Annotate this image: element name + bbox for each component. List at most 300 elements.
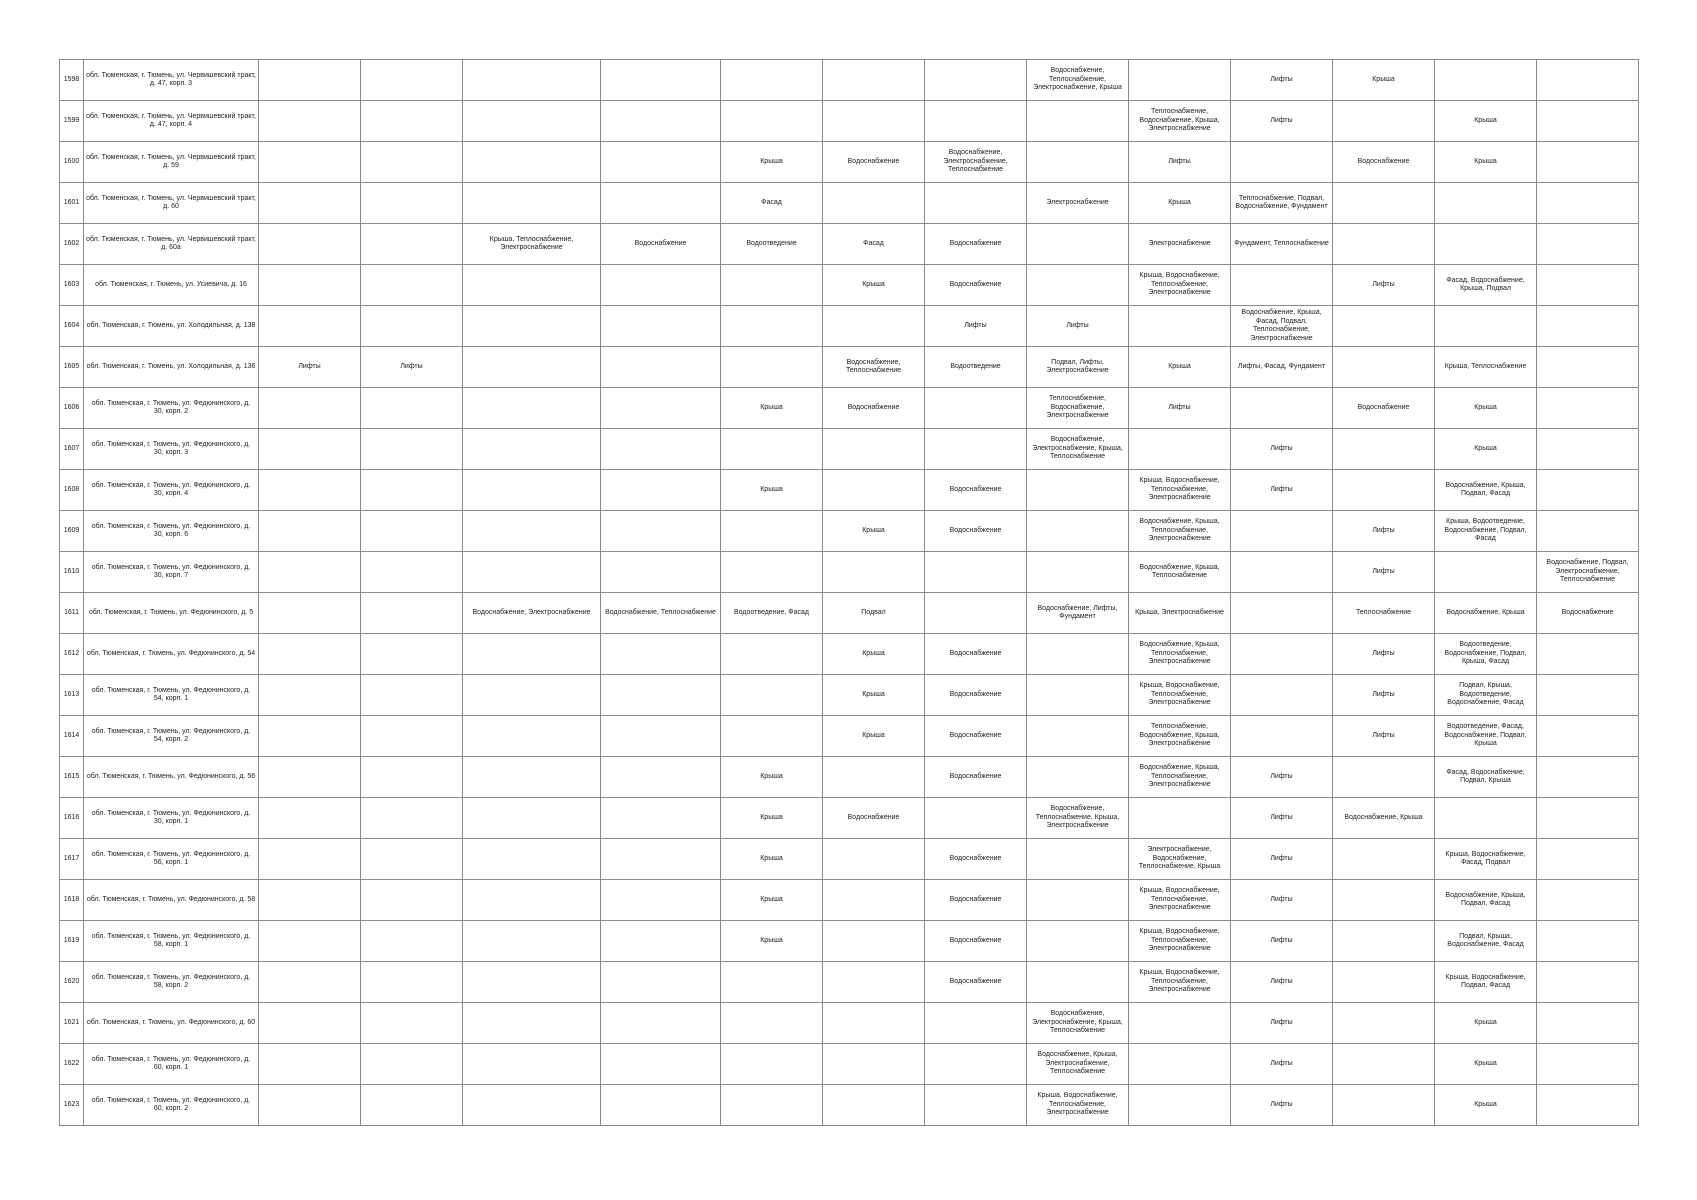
- table-cell: [1027, 962, 1129, 1003]
- address-cell: обл. Тюменская, г. Тюмень, ул. Федюнинского, д. 58, корп. 1: [84, 921, 259, 962]
- table-cell: [1333, 962, 1435, 1003]
- table-cell: [1537, 1003, 1639, 1044]
- table-cell: [259, 265, 361, 306]
- table-cell: [601, 634, 721, 675]
- address-cell: обл. Тюменская, г. Тюмень, ул. Федюнинского, д. 30, корп. 4: [84, 470, 259, 511]
- row-number-cell: 1615: [60, 757, 84, 798]
- table-cell: Водоснабжение: [925, 224, 1027, 265]
- table-cell: Лифты: [1231, 880, 1333, 921]
- row-number-cell: 1606: [60, 388, 84, 429]
- table-cell: [463, 470, 601, 511]
- row-number-cell: 1620: [60, 962, 84, 1003]
- table-cell: [361, 470, 463, 511]
- table-cell: [1537, 716, 1639, 757]
- row-number-cell: 1619: [60, 921, 84, 962]
- row-number-cell: 1614: [60, 716, 84, 757]
- table-cell: Водоснабжение: [925, 470, 1027, 511]
- row-number-cell: 1612: [60, 634, 84, 675]
- table-cell: Подвал, Крыша, Водоснабжение, Фасад: [1435, 921, 1537, 962]
- table-cell: Лифты: [1231, 1003, 1333, 1044]
- table-cell: [1231, 511, 1333, 552]
- table-cell: Крыша: [823, 634, 925, 675]
- table-cell: [259, 798, 361, 839]
- table-cell: [823, 306, 925, 347]
- row-number-cell: 1622: [60, 1044, 84, 1085]
- table-cell: Электроснабжение, Водоснабжение, Теплоснабжение, Крыша: [1129, 839, 1231, 880]
- table-row: [60, 1044, 1639, 1085]
- table-cell: Крыша: [1435, 388, 1537, 429]
- table-cell: Лифты: [1027, 306, 1129, 347]
- table-cell: [601, 388, 721, 429]
- table-cell: Лифты: [1231, 757, 1333, 798]
- table-cell: [259, 1003, 361, 1044]
- table-row: [60, 1003, 1639, 1044]
- table-cell: [823, 839, 925, 880]
- row-number-cell: 1621: [60, 1003, 84, 1044]
- row-number-cell: 1603: [60, 265, 84, 306]
- table-cell: [1231, 388, 1333, 429]
- table-cell: Крыша: [823, 511, 925, 552]
- table-cell: Водоснабжение, Электроснабжение: [463, 593, 601, 634]
- table-cell: [1537, 265, 1639, 306]
- table-cell: Водоснабжение: [925, 716, 1027, 757]
- table-cell: [463, 511, 601, 552]
- table-cell: [1333, 429, 1435, 470]
- table-cell: [361, 142, 463, 183]
- address-cell: обл. Тюменская, г. Тюмень, ул. Федюнинского, д. 56: [84, 757, 259, 798]
- table-cell: [1537, 388, 1639, 429]
- table-cell: Лифты: [1231, 470, 1333, 511]
- table-cell: Крыша: [721, 880, 823, 921]
- table-cell: [601, 511, 721, 552]
- table-cell: [823, 921, 925, 962]
- table-cell: [361, 101, 463, 142]
- table-row: [60, 921, 1639, 962]
- table-cell: Крыша: [721, 470, 823, 511]
- table-cell: [721, 552, 823, 593]
- table-cell: [1333, 101, 1435, 142]
- table-cell: [259, 675, 361, 716]
- table-cell: Водоотведение, Фасад, Водоснабжение, Подвал, Крыша: [1435, 716, 1537, 757]
- table-row: [60, 511, 1639, 552]
- table-cell: Водоснабжение, Теплоснабжение: [823, 347, 925, 388]
- table-cell: [721, 101, 823, 142]
- table-cell: [1537, 101, 1639, 142]
- table-cell: Водоснабжение: [925, 675, 1027, 716]
- table-row: [60, 757, 1639, 798]
- table-cell: [1333, 183, 1435, 224]
- table-cell: Водоснабжение, Крыша: [1333, 798, 1435, 839]
- table-cell: Водоснабжение: [823, 798, 925, 839]
- table-cell: [721, 716, 823, 757]
- table-cell: [1333, 1085, 1435, 1126]
- table-cell: Крыша, Водоснабжение, Теплоснабжение, Электроснабжение: [1027, 1085, 1129, 1126]
- table-body: [60, 60, 1639, 1126]
- table-cell: Крыша, Водоснабжение, Теплоснабжение, Электроснабжение: [1129, 880, 1231, 921]
- table-cell: Водоснабжение: [925, 921, 1027, 962]
- table-cell: [1027, 757, 1129, 798]
- table-cell: Крыша: [1129, 183, 1231, 224]
- table-row: [60, 142, 1639, 183]
- row-number-cell: 1609: [60, 511, 84, 552]
- row-number-cell: 1601: [60, 183, 84, 224]
- table-cell: Водоснабжение: [925, 634, 1027, 675]
- table-cell: [1537, 183, 1639, 224]
- table-cell: [1129, 1044, 1231, 1085]
- table-cell: [823, 60, 925, 101]
- address-cell: обл. Тюменская, г. Тюмень, ул. Федюнинского, д. 30, корп. 2: [84, 388, 259, 429]
- table-cell: [1435, 552, 1537, 593]
- table-cell: [601, 183, 721, 224]
- table-cell: [361, 183, 463, 224]
- table-cell: Теплоснабжение, Водоснабжение, Электроснабжение: [1027, 388, 1129, 429]
- table-cell: [463, 60, 601, 101]
- table-cell: [721, 60, 823, 101]
- table-cell: Фасад, Водоснабжение, Крыша, Подвал: [1435, 265, 1537, 306]
- table-cell: [361, 716, 463, 757]
- table-cell: [823, 429, 925, 470]
- table-cell: [1537, 347, 1639, 388]
- table-cell: [823, 1044, 925, 1085]
- table-cell: [1537, 306, 1639, 347]
- table-cell: [361, 839, 463, 880]
- table-cell: [1027, 552, 1129, 593]
- table-cell: [601, 1003, 721, 1044]
- address-cell: обл. Тюменская, г. Тюмень, ул. Федюнинского, д. 54, корп. 2: [84, 716, 259, 757]
- table-cell: [361, 1085, 463, 1126]
- table-cell: Водоснабжение, Крыша, Теплоснабжение, Электроснабжение: [1129, 757, 1231, 798]
- table-cell: [1027, 839, 1129, 880]
- table-row: [60, 347, 1639, 388]
- table-cell: Водоснабжение: [925, 839, 1027, 880]
- table-cell: [1537, 224, 1639, 265]
- table-cell: [721, 675, 823, 716]
- table-cell: [259, 921, 361, 962]
- table-cell: [361, 1044, 463, 1085]
- row-number-cell: 1602: [60, 224, 84, 265]
- table-cell: [925, 552, 1027, 593]
- table-cell: [361, 511, 463, 552]
- table-cell: Крыша: [721, 757, 823, 798]
- table-cell: [361, 962, 463, 1003]
- table-cell: [361, 388, 463, 429]
- table-row: [60, 593, 1639, 634]
- table-row: [60, 429, 1639, 470]
- table-cell: Крыша, Водоотведение, Водоснабжение, Подвал, Фасад: [1435, 511, 1537, 552]
- table-cell: [259, 593, 361, 634]
- table-cell: Крыша, Водоснабжение, Подвал, Фасад: [1435, 962, 1537, 1003]
- table-cell: [361, 1003, 463, 1044]
- table-cell: [1027, 142, 1129, 183]
- table-cell: [1129, 1085, 1231, 1126]
- table-row: [60, 962, 1639, 1003]
- table-cell: [1333, 1003, 1435, 1044]
- table-cell: [601, 962, 721, 1003]
- table-cell: [823, 183, 925, 224]
- table-cell: Крыша: [1435, 142, 1537, 183]
- table-cell: Лифты: [1231, 798, 1333, 839]
- table-cell: Водоснабжение: [925, 880, 1027, 921]
- table-cell: Лифты: [1231, 60, 1333, 101]
- table-cell: [1231, 265, 1333, 306]
- table-cell: [1333, 921, 1435, 962]
- table-cell: [721, 347, 823, 388]
- table-cell: Фасад: [823, 224, 925, 265]
- table-cell: [1537, 1085, 1639, 1126]
- table-cell: Водоснабжение: [601, 224, 721, 265]
- table-cell: Водоотведение: [721, 224, 823, 265]
- table-cell: [601, 1085, 721, 1126]
- table-cell: Лифты: [1231, 921, 1333, 962]
- row-number-cell: 1616: [60, 798, 84, 839]
- row-number-cell: 1605: [60, 347, 84, 388]
- table-cell: Электроснабжение: [1027, 183, 1129, 224]
- table-cell: Водоснабжение: [1333, 388, 1435, 429]
- table-cell: [1027, 921, 1129, 962]
- table-cell: [1537, 921, 1639, 962]
- table-cell: [1027, 716, 1129, 757]
- table-cell: Крыша: [721, 142, 823, 183]
- table-cell: [259, 1085, 361, 1126]
- table-cell: [1435, 60, 1537, 101]
- table-cell: [925, 1044, 1027, 1085]
- table-cell: [361, 634, 463, 675]
- table-cell: Водоснабжение, Крыша, Фасад, Подвал, Теплоснабжение, Электроснабжение: [1231, 306, 1333, 347]
- table-cell: Водоснабжение, Теплоснабжение, Электроснабжение, Крыша: [1027, 60, 1129, 101]
- table-cell: Водоснабжение: [925, 757, 1027, 798]
- table-cell: [1027, 511, 1129, 552]
- table-cell: [259, 839, 361, 880]
- table-cell: [463, 388, 601, 429]
- row-number-cell: 1598: [60, 60, 84, 101]
- table-cell: [463, 757, 601, 798]
- table-cell: [259, 429, 361, 470]
- table-cell: Лифты: [1333, 634, 1435, 675]
- table-cell: [601, 798, 721, 839]
- row-number-cell: 1617: [60, 839, 84, 880]
- table-cell: [601, 265, 721, 306]
- table-cell: Крыша: [823, 675, 925, 716]
- table-cell: [1333, 347, 1435, 388]
- table-cell: [463, 347, 601, 388]
- table-cell: Лифты: [1333, 552, 1435, 593]
- table-cell: [1129, 798, 1231, 839]
- table-row: [60, 183, 1639, 224]
- table-cell: [1537, 798, 1639, 839]
- table-cell: [823, 1085, 925, 1126]
- table-cell: [259, 388, 361, 429]
- table-cell: [1537, 511, 1639, 552]
- table-cell: Крыша, Водоснабжение, Теплоснабжение, Электроснабжение: [1129, 675, 1231, 716]
- table-cell: [1333, 306, 1435, 347]
- table-row: [60, 839, 1639, 880]
- table-cell: Крыша, Теплоснабжение: [1435, 347, 1537, 388]
- table-cell: [601, 839, 721, 880]
- table-cell: [601, 60, 721, 101]
- table-cell: [601, 1044, 721, 1085]
- table-cell: [259, 60, 361, 101]
- table-cell: Водоснабжение: [823, 142, 925, 183]
- table-cell: Лифты: [259, 347, 361, 388]
- table-cell: [823, 101, 925, 142]
- table-cell: Водоснабжение: [925, 962, 1027, 1003]
- table-cell: [259, 183, 361, 224]
- address-cell: обл. Тюменская, г. Тюмень, ул. Федюнинского, д. 56, корп. 1: [84, 839, 259, 880]
- table-cell: [361, 552, 463, 593]
- address-cell: обл. Тюменская, г. Тюмень, ул. Федюнинского, д. 60, корп. 2: [84, 1085, 259, 1126]
- table-cell: Лифты: [1231, 839, 1333, 880]
- table-cell: [259, 716, 361, 757]
- table-cell: [361, 306, 463, 347]
- table-cell: [259, 101, 361, 142]
- table-cell: [1537, 962, 1639, 1003]
- table-cell: [721, 1003, 823, 1044]
- table-cell: Водоснабжение: [823, 388, 925, 429]
- table-cell: [1537, 634, 1639, 675]
- table-cell: [1537, 880, 1639, 921]
- table-cell: Крыша, Водоснабжение, Теплоснабжение, Электроснабжение: [1129, 265, 1231, 306]
- table-cell: [1435, 183, 1537, 224]
- table-cell: [463, 880, 601, 921]
- table-cell: [1027, 470, 1129, 511]
- table-cell: Водоотведение: [925, 347, 1027, 388]
- table-cell: [1435, 798, 1537, 839]
- table-cell: [925, 798, 1027, 839]
- table-cell: [1231, 593, 1333, 634]
- table-cell: [1231, 552, 1333, 593]
- row-number-cell: 1608: [60, 470, 84, 511]
- address-cell: обл. Тюменская, г. Тюмень, ул. Федюнинского, д. 60, корп. 1: [84, 1044, 259, 1085]
- row-number-cell: 1607: [60, 429, 84, 470]
- row-number-cell: 1611: [60, 593, 84, 634]
- table-cell: [1537, 429, 1639, 470]
- table-cell: Крыша: [823, 265, 925, 306]
- table-cell: [361, 880, 463, 921]
- table-cell: Крыша, Водоснабжение, Теплоснабжение, Электроснабжение: [1129, 921, 1231, 962]
- table-cell: Лифты: [1333, 511, 1435, 552]
- table-cell: Крыша, Водоснабжение, Теплоснабжение, Электроснабжение: [1129, 962, 1231, 1003]
- address-cell: обл. Тюменская, г. Тюмень, ул. Федюнинского, д. 60: [84, 1003, 259, 1044]
- table-cell: [361, 798, 463, 839]
- table-cell: [259, 634, 361, 675]
- table-cell: [259, 224, 361, 265]
- table-cell: Лифты: [1231, 101, 1333, 142]
- table-cell: Водоснабжение, Теплоснабжение: [601, 593, 721, 634]
- table-cell: [823, 1003, 925, 1044]
- address-cell: обл. Тюменская, г. Тюмень, ул. Федюнинского, д. 54: [84, 634, 259, 675]
- table-cell: [721, 962, 823, 1003]
- table-cell: Водоснабжение, Лифты, Фундамент: [1027, 593, 1129, 634]
- table-row: [60, 60, 1639, 101]
- table-cell: Лифты, Фасад, Фундамент: [1231, 347, 1333, 388]
- table-cell: [361, 429, 463, 470]
- table-cell: [1537, 757, 1639, 798]
- table-row: [60, 224, 1639, 265]
- table-cell: Водоснабжение, Крыша, Теплоснабжение, Электроснабжение: [1129, 634, 1231, 675]
- row-number-cell: 1613: [60, 675, 84, 716]
- table-cell: [925, 1003, 1027, 1044]
- table-row: [60, 265, 1639, 306]
- address-cell: обл. Тюменская, г. Тюмень, ул. Федюнинского, д. 30, корп. 1: [84, 798, 259, 839]
- table-cell: [601, 470, 721, 511]
- table-cell: Крыша: [1435, 101, 1537, 142]
- table-cell: [463, 183, 601, 224]
- table-cell: Крыша, Теплоснабжение, Электроснабжение: [463, 224, 601, 265]
- table-cell: [721, 306, 823, 347]
- table-cell: [463, 921, 601, 962]
- table-cell: Фундамент, Теплоснабжение: [1231, 224, 1333, 265]
- row-number-cell: 1604: [60, 306, 84, 347]
- table-cell: Водоснабжение: [1333, 142, 1435, 183]
- table-cell: [463, 265, 601, 306]
- address-cell: обл. Тюменская, г. Тюмень, ул. Червишевский тракт, д. 60: [84, 183, 259, 224]
- table-cell: [601, 921, 721, 962]
- table-cell: [463, 552, 601, 593]
- table-row: [60, 634, 1639, 675]
- table-cell: Крыша: [721, 839, 823, 880]
- address-cell: обл. Тюменская, г. Тюмень, ул. Федюнинского, д. 58, корп. 2: [84, 962, 259, 1003]
- table-row: [60, 675, 1639, 716]
- table-cell: [1537, 1044, 1639, 1085]
- table-cell: [1537, 675, 1639, 716]
- table-row: [60, 1085, 1639, 1126]
- table-row: [60, 716, 1639, 757]
- table-cell: [1129, 1003, 1231, 1044]
- table-cell: Водоснабжение: [925, 511, 1027, 552]
- table-cell: Электроснабжение: [1129, 224, 1231, 265]
- address-cell: обл. Тюменская, г. Тюмень, ул. Федюнинского, д. 58: [84, 880, 259, 921]
- table-cell: [463, 142, 601, 183]
- table-cell: [1435, 224, 1537, 265]
- table-cell: Лифты: [1129, 388, 1231, 429]
- table-cell: [463, 1003, 601, 1044]
- table-cell: [1333, 880, 1435, 921]
- table-cell: [361, 224, 463, 265]
- address-cell: обл. Тюменская, г. Тюмень, ул. Червишевский тракт, д. 47, корп. 4: [84, 101, 259, 142]
- table-cell: Водоотведение, Фасад: [721, 593, 823, 634]
- table-cell: [1027, 675, 1129, 716]
- table-cell: [259, 470, 361, 511]
- table-cell: [721, 1044, 823, 1085]
- table-cell: Крыша, Водоснабжение, Теплоснабжение, Электроснабжение: [1129, 470, 1231, 511]
- table-cell: [925, 593, 1027, 634]
- table-cell: [721, 634, 823, 675]
- table-cell: [463, 675, 601, 716]
- address-cell: обл. Тюменская, г. Тюмень, ул. Червишевский тракт, д. 59: [84, 142, 259, 183]
- table-cell: [259, 142, 361, 183]
- table-cell: [721, 429, 823, 470]
- table-cell: [601, 347, 721, 388]
- table-cell: [823, 962, 925, 1003]
- table-cell: Водоснабжение: [925, 265, 1027, 306]
- table-cell: [601, 757, 721, 798]
- table-cell: [1537, 470, 1639, 511]
- table-cell: [463, 634, 601, 675]
- table-cell: Водоснабжение, Электроснабжение, Теплоснабжение: [925, 142, 1027, 183]
- table-cell: [463, 306, 601, 347]
- table-cell: [259, 306, 361, 347]
- table-cell: Крыша: [721, 388, 823, 429]
- table-cell: Водоснабжение, Крыша: [1435, 593, 1537, 634]
- table-cell: Водоснабжение, Электроснабжение, Крыша, Теплоснабжение: [1027, 429, 1129, 470]
- table-cell: [1333, 757, 1435, 798]
- table-cell: [361, 593, 463, 634]
- table-row: [60, 552, 1639, 593]
- table-cell: Лифты: [1231, 1044, 1333, 1085]
- table-cell: Водоснабжение, Электроснабжение, Крыша, Теплоснабжение: [1027, 1003, 1129, 1044]
- address-cell: обл. Тюменская, г. Тюмень, ул. Федюнинского, д. 30, корп. 7: [84, 552, 259, 593]
- table-cell: Лифты: [1231, 1085, 1333, 1126]
